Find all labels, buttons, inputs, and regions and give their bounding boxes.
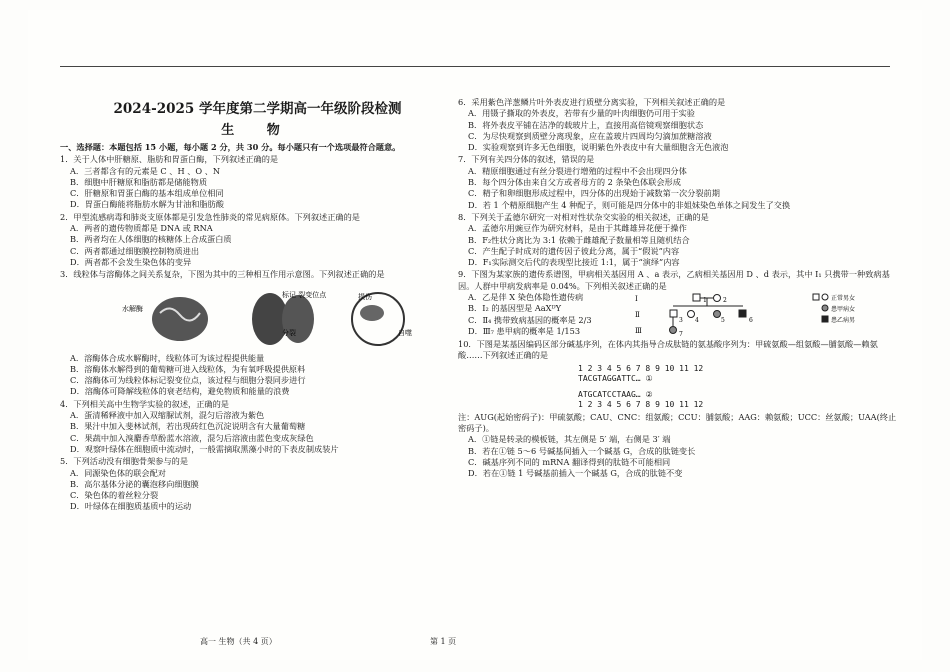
pedigree-female	[714, 295, 721, 302]
gen-label: Ⅰ	[635, 295, 638, 304]
label-degrade: 自噬	[398, 328, 412, 337]
option: A．①链是转录的模板链，其左侧是 5′ 端，右侧是 3′ 端	[468, 434, 671, 445]
option: C．溶酶体可为线粒体标记裂变位点，该过程与细胞分裂同步进行	[70, 375, 306, 386]
option: B．高尔基体分泌的囊泡移向细胞膜	[70, 478, 199, 489]
option: D．观察叶绿体在细胞质中流动时，一般需摘取黑藻小时的下表皮制成装片	[70, 443, 339, 454]
option: B．两者均在人体细胞的核糖体上合成蛋白质	[70, 234, 232, 245]
option: D．实验观察到许多无色细胞，说明紫色外表皮中有大量细胞含无色液泡	[468, 142, 729, 153]
dna-sequence	[458, 364, 898, 410]
option: A．孟德尔用豌豆作为研究材料，是由于其雌雄异花便于操作	[468, 223, 687, 234]
pedigree-chart	[633, 292, 893, 338]
option: B．溶酶体水解得到的葡萄糖可进入线粒体，为有氧呼吸提供原料	[70, 363, 306, 374]
option: D．两者都不会发生染色体的变异	[70, 256, 192, 267]
question-stem: 2．甲型流感病毒和肺炎支原体都是引发急性肺炎的常见病原体。下列叙述正确的是	[60, 211, 360, 222]
legend-entry: 患甲病女	[831, 306, 856, 314]
strand-1-seq: TACGTAGGATTC…	[578, 373, 641, 383]
option: D．若 1 个精原细胞产生 4 种配子，则可能是四分体中的非姐妹染色单体之间发生了交换	[468, 199, 791, 210]
question-stem: 8．下列关于孟德尔研究一对相对性状杂交实验的相关叙述，正确的是	[458, 211, 709, 222]
option: B．将外表皮平铺在洁净的载玻片上，直接用高倍镜观察细胞状态	[468, 119, 704, 130]
question-7	[458, 154, 898, 210]
strand-2	[578, 390, 898, 400]
base-numbers: 1 2 3 4 5 6 7 8 9 10 11 12	[578, 399, 704, 409]
question-8	[458, 212, 898, 268]
footer-left: 高一 生物（共 4 页）	[200, 637, 277, 646]
option: C．产生配子时成对的遗传因子彼此分离，属于“假说”内容	[468, 245, 680, 256]
strand-2-mark: ②	[645, 389, 653, 399]
label-hydrolase: 水解酶	[122, 304, 143, 313]
option: C．Ⅱ₄ 携带致病基因的概率是 2/3	[468, 314, 592, 325]
codon-note: 注：AUG(起始密码子)：甲硫氨酸；CAU、CNC：组氨酸；CCU：脯氨酸；AAG：赖氨酸；UCC：丝氨酸；UAA(终止密码子)。	[458, 411, 897, 433]
option: A．蛋清稀释液中加入双缩脲试剂，混匀后溶液为紫色	[70, 410, 265, 421]
pedigree-num: 2	[723, 297, 727, 305]
question-4	[60, 399, 455, 455]
option: A．溶酶体合成水解酶时，线粒体可为该过程提供能量	[70, 352, 265, 363]
option: C．染色体的着丝粒分裂	[70, 490, 159, 501]
question-stem: 3．线粒体与溶酶体之间关系复杂，下图为其中的三种相互作用示意图。下列叙述正确的是	[60, 269, 385, 280]
option: B．F₂性状分离比为 3:1 依赖于雌雄配子数量相等且随机结合	[468, 234, 690, 245]
pedigree-num: 7	[679, 331, 683, 339]
question-stem: 9．下图为某家族的遗传系谱图，甲病相关基因用 A 、a 表示，乙病相关基因用 D 、d 表示，其中 Ⅰ₁ 只携带一种致病基因。人群中甲病发病率是 0.04%。下列相关叙述正确的是	[458, 269, 890, 291]
option: D．若在①链 1 号碱基前插入一个碱基 G，合成的肽链不变	[468, 468, 683, 479]
question-1	[60, 154, 455, 210]
pedigree-num: 5	[721, 317, 725, 325]
question-stem: 4．下列相关高中生物学实验的叙述，正确的是	[60, 398, 229, 409]
question-3	[60, 269, 455, 397]
question-9	[458, 269, 898, 338]
option: D．胃蛋白酶能将脂肪水解为甘油和脂肪酸	[70, 199, 224, 210]
label-damage: 损伤	[358, 292, 372, 301]
option: C．碱基序列不同的 mRNA 翻译得到的肽链不可能相同	[468, 456, 671, 467]
option: A．乙是伴 X 染色体隐性遗传病	[468, 292, 584, 303]
option: C．为尽快观察到质壁分离现象，应在盖玻片四周均匀滴加蔗糖溶液	[468, 130, 712, 141]
base-numbers: 1 2 3 4 5 6 7 8 9 10 11 12	[578, 363, 704, 373]
pedigree-num: 4	[695, 317, 699, 325]
strand-1	[578, 374, 898, 384]
question-stem: 5．下列活动没有细胞骨架参与的是	[60, 456, 189, 467]
q9-body	[458, 292, 898, 338]
question-stem: 7．下列有关四分体的叙述，错误的是	[458, 154, 595, 165]
pedigree-num: 6	[749, 317, 753, 325]
option: D．Ⅲ₇ 患甲病的概率是 1/153	[468, 325, 581, 336]
option: C．精子和卵细胞形成过程中，四分体的出现始于减数第一次分裂前期	[468, 188, 720, 199]
option: A．精原细胞通过有丝分裂进行增殖的过程中不会出现四分体	[468, 165, 687, 176]
option: C．果蔬中加入溴麝香草酚蓝水溶液，混匀后溶液由蓝色变成灰绿色	[70, 432, 314, 443]
legend-entry: 正常男女	[831, 295, 856, 303]
option: C．两者都通过细胞膜控制物质进出	[70, 245, 200, 256]
mitochondria-diagram	[60, 283, 455, 351]
left-column	[60, 96, 455, 513]
strand-2-seq: ATGCATCCTAAG…	[578, 389, 641, 399]
option: D．叶绿体在细胞质基质中的运动	[70, 501, 192, 512]
option: A．同源染色体的联会配对	[70, 467, 166, 478]
option: B．每个四分体由来自父方或者母方的 2 条染色体联会形成	[468, 177, 681, 188]
section-heading: 一、选择题：本题包括 15 小题，每小题 2 分，共 30 分。每小题只有一个选项最符合题意。	[60, 142, 401, 152]
option: B．若在①链 5～6 号碱基间插入一个碱基 G，合成的肽链变长	[468, 445, 696, 456]
option: B．果汁中加入斐林试剂，若出现砖红色沉淀说明含有大量葡萄糖	[70, 421, 306, 432]
q9-options	[458, 292, 633, 338]
mitochondrion-1	[152, 297, 208, 341]
pedigree-num: 3	[679, 317, 683, 325]
label-split: 分裂	[282, 328, 296, 337]
right-column	[458, 96, 898, 479]
gen-label: Ⅱ	[635, 311, 640, 320]
option: B．Ⅰ₂ 的基因型是 AaXᴰY	[468, 303, 562, 314]
question-10	[458, 339, 898, 479]
option: A．用镊子撕取的外表皮，若带有少量的叶肉细胞仍可用于实验	[468, 108, 695, 119]
option: A．三者都含有的元素是 C 、H 、O 、N	[70, 165, 221, 176]
exam-title: 2024-2025 学年度第二学期高一年级阶段检测	[113, 101, 402, 117]
option: D．F₁实际测交后代的表现型比接近 1:1，属于“演绎”内容	[468, 257, 680, 268]
label-mark: 标记 裂变位点	[282, 290, 327, 299]
pedigree-num: 1	[703, 297, 707, 305]
question-5	[60, 456, 455, 512]
question-stem: 1．关于人体中肝糖原、脂肪和胃蛋白酶，下列叙述正确的是	[60, 154, 279, 165]
mitochondria-figure	[60, 283, 455, 351]
top-rule	[60, 66, 890, 67]
option: B．细胞中肝糖原和脂肪都是储能物质	[70, 176, 208, 187]
question-stem: 10．下图是某基因编码区部分碱基序列，在体内其指导合成肽链的氨基酸序列为：甲硫氨酸—组氨酸—脯氨酸—赖氨酸……下列叙述正确的是	[458, 339, 878, 361]
question-stem: 6．采用紫色洋葱鳞片叶外表皮进行质壁分离实验，下列相关叙述正确的是	[458, 97, 726, 107]
strand-1-mark: ①	[645, 373, 653, 383]
exam-subject: 生 物	[221, 123, 294, 138]
legend-entry: 患乙病男	[831, 317, 856, 325]
damaged-mitochondrion	[360, 305, 384, 321]
pedigree-male	[693, 294, 700, 301]
option: A．两者的遗传物质都是 DNA 或 RNA	[70, 223, 213, 234]
gen-label: Ⅲ	[635, 327, 642, 336]
question-2	[60, 212, 455, 268]
option: D．溶酶体可降解线粒体的衰老结构，避免物质和能量的浪费	[70, 386, 290, 397]
question-6	[458, 97, 898, 153]
option: C．肝糖原和胃蛋白酶的基本组成单位相同	[70, 188, 224, 199]
footer-page: 第 1 页	[430, 637, 457, 646]
